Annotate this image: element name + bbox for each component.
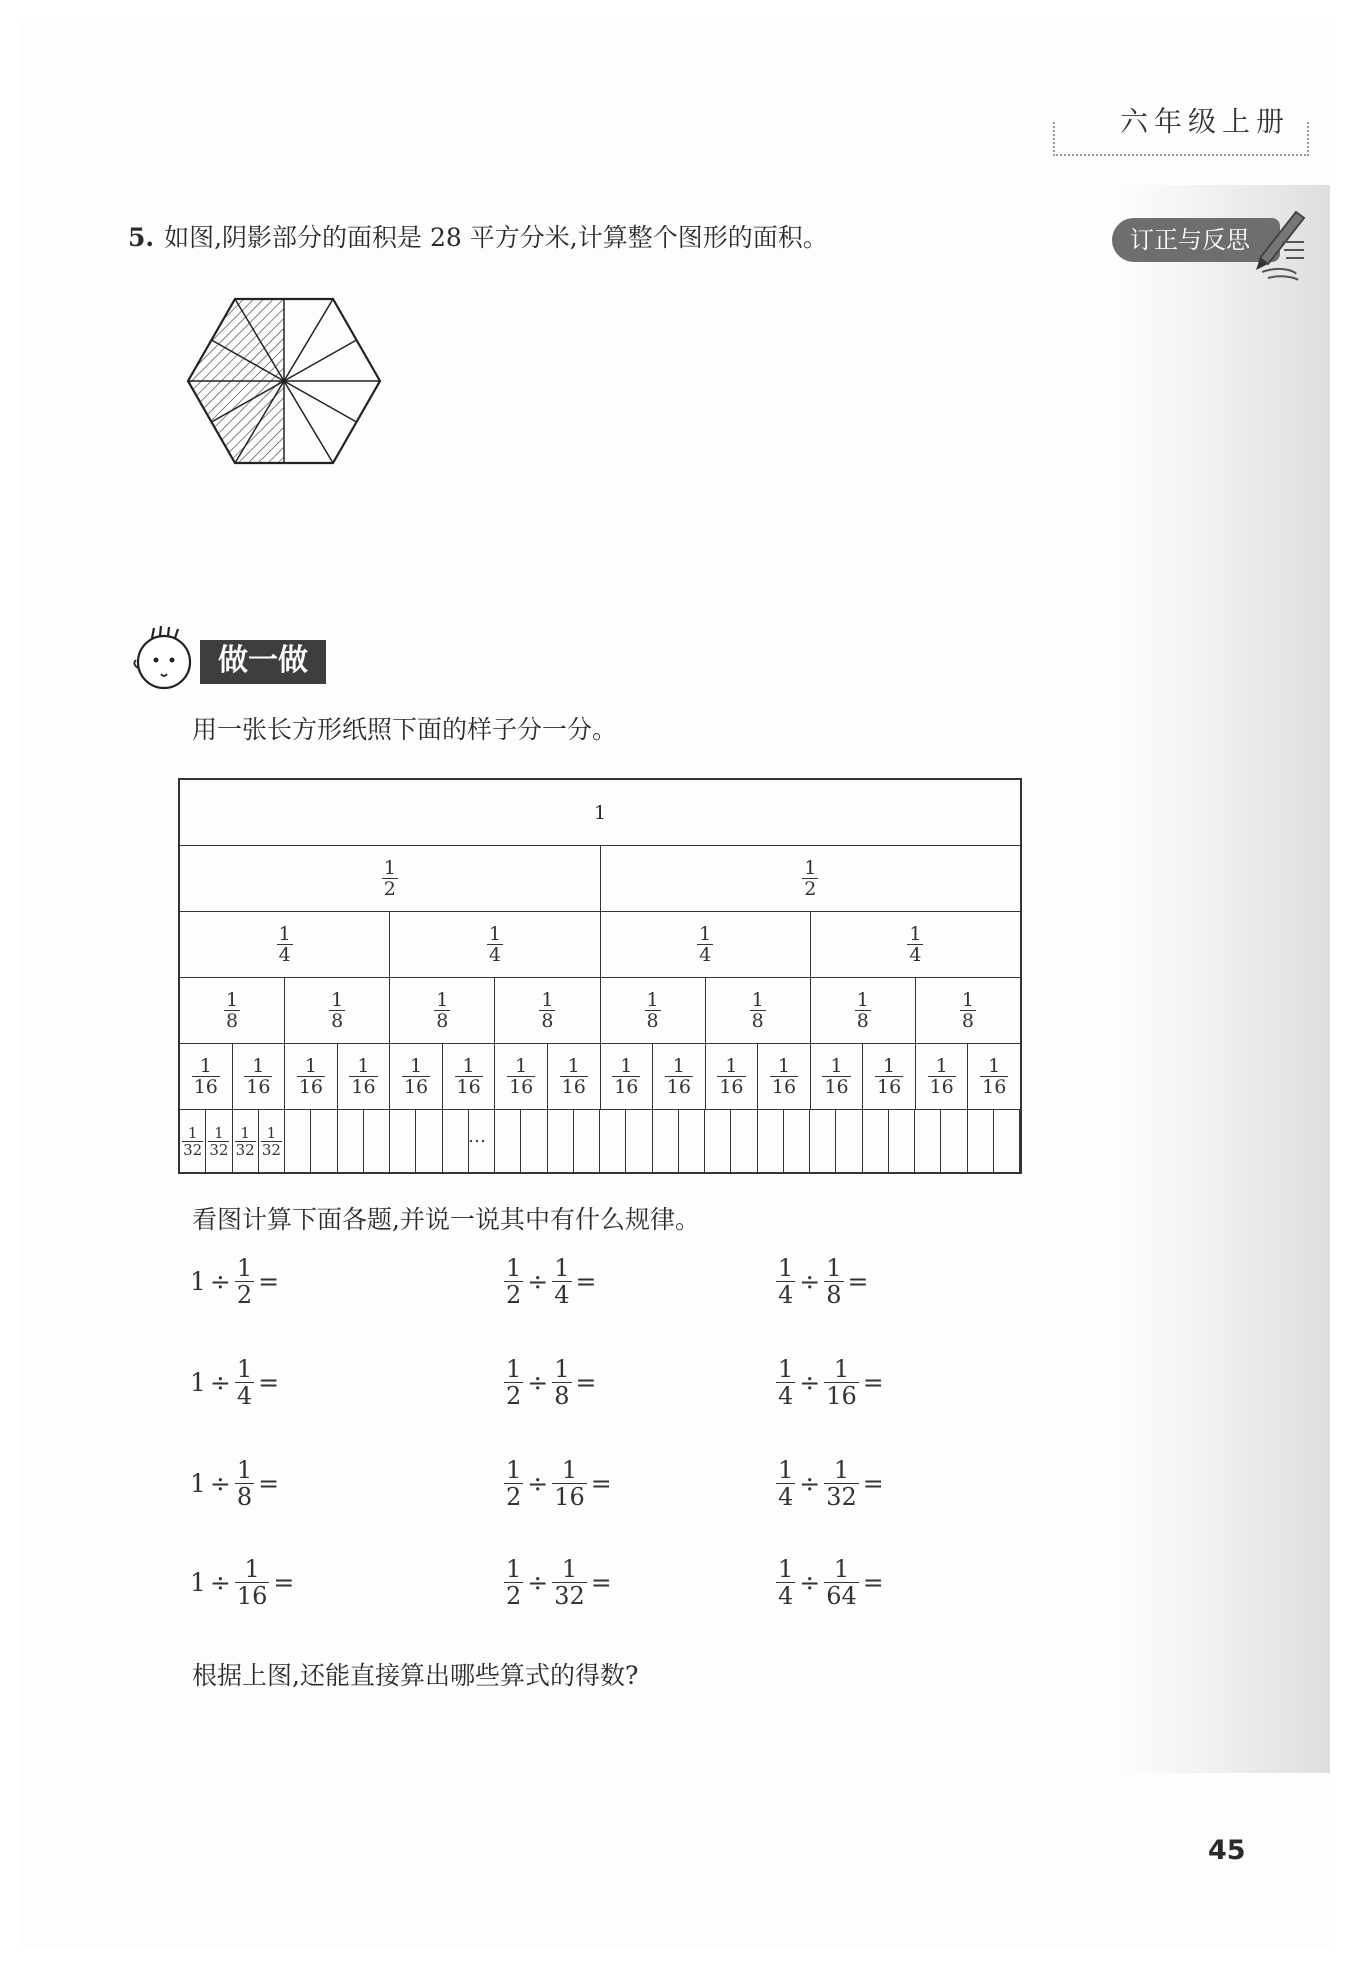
table-cell xyxy=(495,978,600,1043)
division-expression xyxy=(190,1356,279,1409)
numerator: 1 xyxy=(214,1123,224,1142)
fraction xyxy=(192,1056,220,1097)
denominator: 2 xyxy=(506,1382,522,1410)
hexagon-figure xyxy=(186,297,382,465)
numerator: 1 xyxy=(304,1055,317,1077)
fraction xyxy=(552,1457,587,1510)
division-expression xyxy=(190,1255,279,1308)
numerator: 1 xyxy=(506,1555,522,1583)
question-text: 如图,阴影部分的面积是 28 平方分米,计算整个图形的面积。 xyxy=(164,223,828,252)
table-cell xyxy=(941,1110,967,1172)
numerator: 1 xyxy=(252,1055,265,1077)
denominator: 16 xyxy=(719,1076,744,1098)
fraction xyxy=(277,924,293,965)
numerator: 1 xyxy=(506,1355,522,1383)
table-cell xyxy=(758,1044,811,1109)
table-cell xyxy=(338,1044,391,1109)
table-cell xyxy=(443,1044,496,1109)
denominator: 2 xyxy=(506,1281,522,1309)
activity-instruction: 用一张长方形纸照下面的样子分一分。 xyxy=(192,715,618,744)
table-cell xyxy=(364,1110,390,1172)
table-cell xyxy=(574,1110,600,1172)
division-expression xyxy=(776,1356,884,1409)
fraction xyxy=(235,1356,254,1409)
numerator: 1 xyxy=(506,1456,522,1484)
table-cell xyxy=(863,1044,916,1109)
denominator: 4 xyxy=(554,1281,570,1309)
numerator: 1 xyxy=(488,923,501,945)
fraction xyxy=(697,924,713,965)
fraction xyxy=(875,1056,903,1097)
denominator: 16 xyxy=(826,1382,857,1410)
table-cell xyxy=(180,1044,233,1109)
fraction xyxy=(822,1056,850,1097)
numerator: 1 xyxy=(833,1555,850,1583)
fraction xyxy=(770,1056,798,1097)
table-cell xyxy=(180,978,285,1043)
fraction xyxy=(504,1356,523,1409)
fraction xyxy=(297,1056,325,1097)
table-cell xyxy=(916,1044,969,1109)
table-cell xyxy=(390,978,495,1043)
table-row-thirty-seconds xyxy=(180,1110,1020,1172)
table-cell xyxy=(810,1110,836,1172)
fraction xyxy=(402,1056,430,1097)
denominator: 16 xyxy=(456,1076,481,1098)
numerator: 1 xyxy=(620,1055,633,1077)
table-cell xyxy=(994,1110,1020,1172)
table-row-eighths xyxy=(180,978,1020,1044)
table-row-whole xyxy=(180,780,1020,846)
denominator: 32 xyxy=(235,1140,255,1159)
numerator: 1 xyxy=(357,1055,370,1077)
numerator: 1 xyxy=(826,1254,842,1282)
dividend: 1 xyxy=(190,1368,206,1397)
numerator: 1 xyxy=(278,923,291,945)
fraction xyxy=(980,1056,1008,1097)
equals-sign: = xyxy=(590,1568,612,1597)
fraction xyxy=(382,858,398,899)
denominator: 8 xyxy=(226,1010,239,1032)
table-cell xyxy=(443,1110,469,1172)
numerator: 1 xyxy=(554,1254,570,1282)
divide-sign: ÷ xyxy=(209,1368,231,1397)
fraction xyxy=(928,1056,956,1097)
final-question: 根据上图,还能直接算出哪些算式的得数? xyxy=(192,1661,639,1690)
numerator: 1 xyxy=(506,1254,522,1282)
fraction xyxy=(717,1056,745,1097)
grade-label-frame xyxy=(1053,122,1309,156)
numerator: 1 xyxy=(187,1123,198,1142)
denominator: 16 xyxy=(614,1076,639,1098)
table-cell xyxy=(548,1110,574,1172)
fraction xyxy=(182,1125,203,1158)
table-row-halves xyxy=(180,846,1020,912)
division-expression xyxy=(776,1255,868,1308)
table-cell xyxy=(338,1110,364,1172)
equals-sign: = xyxy=(258,1267,280,1296)
denominator: 32 xyxy=(209,1140,229,1159)
equals-sign: = xyxy=(862,1568,884,1597)
divide-sign: ÷ xyxy=(209,1568,231,1597)
table-cell xyxy=(390,912,600,977)
numerator: 1 xyxy=(561,1456,578,1484)
numerator: 1 xyxy=(833,1355,850,1383)
denominator: 8 xyxy=(236,1483,253,1511)
fraction xyxy=(855,990,871,1031)
denominator: 8 xyxy=(961,1010,974,1032)
pen-icon xyxy=(1238,208,1310,284)
fraction xyxy=(824,1255,843,1308)
dividend: 1 xyxy=(190,1568,206,1597)
denominator: 8 xyxy=(751,1010,764,1032)
numerator: 1 xyxy=(672,1055,685,1077)
table-cell xyxy=(915,1110,941,1172)
denominator: 8 xyxy=(541,1010,554,1032)
equals-sign: = xyxy=(847,1267,869,1296)
denominator: 16 xyxy=(561,1076,586,1098)
fraction xyxy=(507,1056,535,1097)
ellipsis: … xyxy=(468,1126,486,1147)
fraction xyxy=(455,1056,483,1097)
table-cell xyxy=(233,1110,259,1172)
fraction xyxy=(802,858,818,899)
table-cell xyxy=(705,1110,731,1172)
equals-sign: = xyxy=(590,1469,612,1498)
table-cell xyxy=(495,1044,548,1109)
numerator: 1 xyxy=(909,923,922,945)
numerator: 1 xyxy=(935,1055,948,1077)
fraction xyxy=(329,990,345,1031)
table-cell xyxy=(180,1110,206,1172)
divide-sign: ÷ xyxy=(799,1568,821,1597)
denominator: 16 xyxy=(509,1076,534,1098)
table-cell xyxy=(811,1044,864,1109)
table-cell xyxy=(653,1044,706,1109)
fraction xyxy=(235,1255,254,1308)
numerator: 1 xyxy=(541,989,554,1011)
table-cell xyxy=(601,1044,654,1109)
division-expression xyxy=(504,1556,612,1609)
table-cell xyxy=(548,1044,601,1109)
table-cell xyxy=(758,1110,784,1172)
equals-sign: = xyxy=(258,1368,280,1397)
denominator: 4 xyxy=(778,1582,794,1610)
table-cell xyxy=(626,1110,652,1172)
denominator: 4 xyxy=(488,944,501,966)
table-cell xyxy=(916,978,1020,1043)
numerator: 1 xyxy=(226,989,239,1011)
table-cell xyxy=(180,846,601,911)
denominator: 2 xyxy=(804,878,817,900)
denominator: 32 xyxy=(183,1140,203,1159)
fraction xyxy=(824,1556,859,1609)
denominator: 16 xyxy=(929,1076,954,1098)
table-cell xyxy=(784,1110,810,1172)
numerator: 1 xyxy=(883,1055,896,1077)
denominator: 8 xyxy=(436,1010,449,1032)
denominator: 32 xyxy=(261,1140,281,1159)
equals-sign: = xyxy=(862,1469,884,1498)
division-expression xyxy=(504,1457,612,1510)
fraction xyxy=(244,1056,272,1097)
numerator: 1 xyxy=(515,1055,528,1077)
fraction xyxy=(504,1556,523,1609)
table-cell xyxy=(521,1110,547,1172)
denominator: 16 xyxy=(771,1076,797,1098)
denominator: 16 xyxy=(403,1076,429,1098)
equals-sign: = xyxy=(575,1368,597,1397)
denominator: 4 xyxy=(909,944,922,966)
question-number: 5. xyxy=(128,223,155,252)
divide-sign: ÷ xyxy=(527,1368,549,1397)
divide-sign: ÷ xyxy=(527,1568,549,1597)
table-cell xyxy=(706,1044,759,1109)
numerator: 1 xyxy=(436,989,449,1011)
equals-sign: = xyxy=(862,1368,884,1397)
denominator: 4 xyxy=(699,944,712,966)
numerator: 1 xyxy=(961,989,974,1011)
table-cell xyxy=(601,846,1021,911)
numerator: 1 xyxy=(199,1055,212,1077)
grade-label: 六年级上册 xyxy=(1120,105,1291,138)
numerator: 1 xyxy=(804,857,817,879)
numerator: 1 xyxy=(236,1355,253,1383)
table-cell xyxy=(233,1044,286,1109)
numerator: 1 xyxy=(751,989,764,1011)
fraction xyxy=(824,1356,859,1409)
table-cell xyxy=(968,1110,994,1172)
division-expression xyxy=(776,1457,884,1510)
division-expression xyxy=(776,1556,884,1609)
table-cell xyxy=(679,1110,705,1172)
denominator: 8 xyxy=(826,1281,842,1309)
denominator: 2 xyxy=(236,1281,253,1309)
table-cell xyxy=(836,1110,862,1172)
divide-sign: ÷ xyxy=(527,1267,549,1296)
denominator: 16 xyxy=(824,1076,849,1098)
section-title: 做一做 xyxy=(200,640,326,684)
table-cell xyxy=(706,978,811,1043)
numerator: 1 xyxy=(778,1254,794,1282)
fraction xyxy=(750,990,766,1031)
table-cell xyxy=(180,912,390,977)
equals-sign: = xyxy=(273,1568,295,1597)
numerator: 1 xyxy=(778,1555,794,1583)
numerator: 1 xyxy=(383,857,396,879)
denominator: 2 xyxy=(383,878,396,900)
equals-sign: = xyxy=(258,1469,280,1498)
table-row-quarters xyxy=(180,912,1020,978)
divide-sign: ÷ xyxy=(799,1267,821,1296)
numerator: 1 xyxy=(462,1055,475,1077)
numerator: 1 xyxy=(856,989,869,1011)
fraction xyxy=(208,1125,229,1158)
denominator: 16 xyxy=(877,1076,902,1098)
denominator: 4 xyxy=(778,1382,794,1410)
fraction xyxy=(560,1056,588,1097)
denominator: 4 xyxy=(236,1382,253,1410)
denominator: 16 xyxy=(193,1076,218,1098)
fraction xyxy=(552,1556,587,1609)
whole-label: 1 xyxy=(593,801,607,824)
denominator: 16 xyxy=(298,1076,323,1098)
equals-sign: = xyxy=(575,1267,597,1296)
denominator: 8 xyxy=(856,1010,869,1032)
division-expression xyxy=(504,1356,596,1409)
denominator: 64 xyxy=(826,1582,857,1610)
question-5 xyxy=(128,218,828,254)
numerator: 1 xyxy=(567,1055,580,1077)
table-cell xyxy=(811,978,916,1043)
fraction xyxy=(776,1457,795,1510)
table-cell xyxy=(390,1044,443,1109)
fraction xyxy=(907,924,923,965)
numerator: 1 xyxy=(244,1555,260,1583)
table-cell xyxy=(495,1110,521,1172)
table-cell xyxy=(600,1110,626,1172)
table-cell xyxy=(416,1110,442,1172)
numerator: 1 xyxy=(409,1055,423,1077)
table-row-sixteenths xyxy=(180,1044,1020,1110)
division-expression xyxy=(190,1556,294,1609)
dividend: 1 xyxy=(190,1469,206,1498)
division-expression xyxy=(190,1457,279,1510)
divide-sign: ÷ xyxy=(209,1267,231,1296)
denominator: 16 xyxy=(351,1076,376,1098)
denominator: 16 xyxy=(236,1582,268,1610)
fraction xyxy=(224,990,240,1031)
numerator: 1 xyxy=(240,1123,250,1142)
table-cell xyxy=(968,1044,1020,1109)
review-tag: 订正与反思 xyxy=(1112,218,1280,262)
denominator: 2 xyxy=(506,1582,522,1610)
table-cell xyxy=(206,1110,232,1172)
table-cell xyxy=(285,1110,311,1172)
divide-sign: ÷ xyxy=(799,1368,821,1397)
fraction xyxy=(776,1556,795,1609)
calc-instruction: 看图计算下面各题,并说一说其中有什么规律。 xyxy=(192,1205,700,1234)
numerator: 1 xyxy=(646,989,659,1011)
denominator: 8 xyxy=(331,1010,344,1032)
numerator: 1 xyxy=(331,989,344,1011)
table-cell xyxy=(731,1110,757,1172)
fraction xyxy=(824,1457,859,1510)
divide-sign: ÷ xyxy=(799,1469,821,1498)
fraction xyxy=(776,1356,795,1409)
denominator: 16 xyxy=(982,1076,1007,1098)
table-cell xyxy=(311,1110,337,1172)
fraction xyxy=(539,990,555,1031)
denominator: 32 xyxy=(554,1582,585,1610)
denominator: 8 xyxy=(646,1010,659,1032)
numerator: 1 xyxy=(833,1456,850,1484)
divide-sign: ÷ xyxy=(209,1469,231,1498)
dividend: 1 xyxy=(190,1267,206,1296)
fraction xyxy=(552,1356,571,1409)
table-cell xyxy=(811,912,1020,977)
fraction xyxy=(235,1457,254,1510)
numerator: 1 xyxy=(725,1055,738,1077)
numerator: 1 xyxy=(777,1055,791,1077)
fraction xyxy=(552,1255,571,1308)
denominator: 4 xyxy=(778,1483,794,1511)
denominator: 4 xyxy=(278,944,291,966)
fraction xyxy=(235,1556,270,1609)
numerator: 1 xyxy=(988,1055,1001,1077)
table-cell xyxy=(889,1110,915,1172)
table-cell xyxy=(180,780,1020,845)
denominator: 16 xyxy=(666,1076,691,1098)
fraction xyxy=(487,924,503,965)
numerator: 1 xyxy=(830,1055,843,1077)
denominator: 2 xyxy=(506,1483,522,1511)
fraction xyxy=(960,990,976,1031)
numerator: 1 xyxy=(266,1123,277,1142)
denominator: 4 xyxy=(778,1281,794,1309)
denominator: 16 xyxy=(554,1483,585,1511)
division-expression xyxy=(504,1255,596,1308)
numerator: 1 xyxy=(561,1555,578,1583)
numerator: 1 xyxy=(554,1355,570,1383)
denominator: 8 xyxy=(554,1382,570,1410)
numerator: 1 xyxy=(236,1254,253,1282)
fraction xyxy=(235,1125,256,1158)
denominator: 32 xyxy=(826,1483,857,1511)
fraction xyxy=(434,990,450,1031)
fraction-strip-table xyxy=(178,778,1022,1174)
numerator: 1 xyxy=(778,1456,794,1484)
fraction xyxy=(645,990,661,1031)
fraction xyxy=(776,1255,795,1308)
page-number: 45 xyxy=(1208,1835,1246,1866)
table-cell xyxy=(285,978,390,1043)
table-cell xyxy=(601,978,706,1043)
fraction xyxy=(504,1255,523,1308)
fraction xyxy=(504,1457,523,1510)
fraction xyxy=(665,1056,693,1097)
fraction xyxy=(261,1125,282,1158)
numerator: 1 xyxy=(699,923,712,945)
mascot-icon xyxy=(128,624,198,692)
table-cell xyxy=(653,1110,679,1172)
table-cell xyxy=(259,1110,285,1172)
numerator: 1 xyxy=(236,1456,253,1484)
table-cell xyxy=(285,1044,338,1109)
table-cell xyxy=(601,912,811,977)
table-cell xyxy=(863,1110,889,1172)
table-cell xyxy=(390,1110,416,1172)
denominator: 16 xyxy=(246,1076,271,1098)
fraction xyxy=(349,1056,377,1097)
margin-band xyxy=(1112,185,1330,1773)
divide-sign: ÷ xyxy=(527,1469,549,1498)
fraction xyxy=(612,1056,640,1097)
numerator: 1 xyxy=(778,1355,794,1383)
